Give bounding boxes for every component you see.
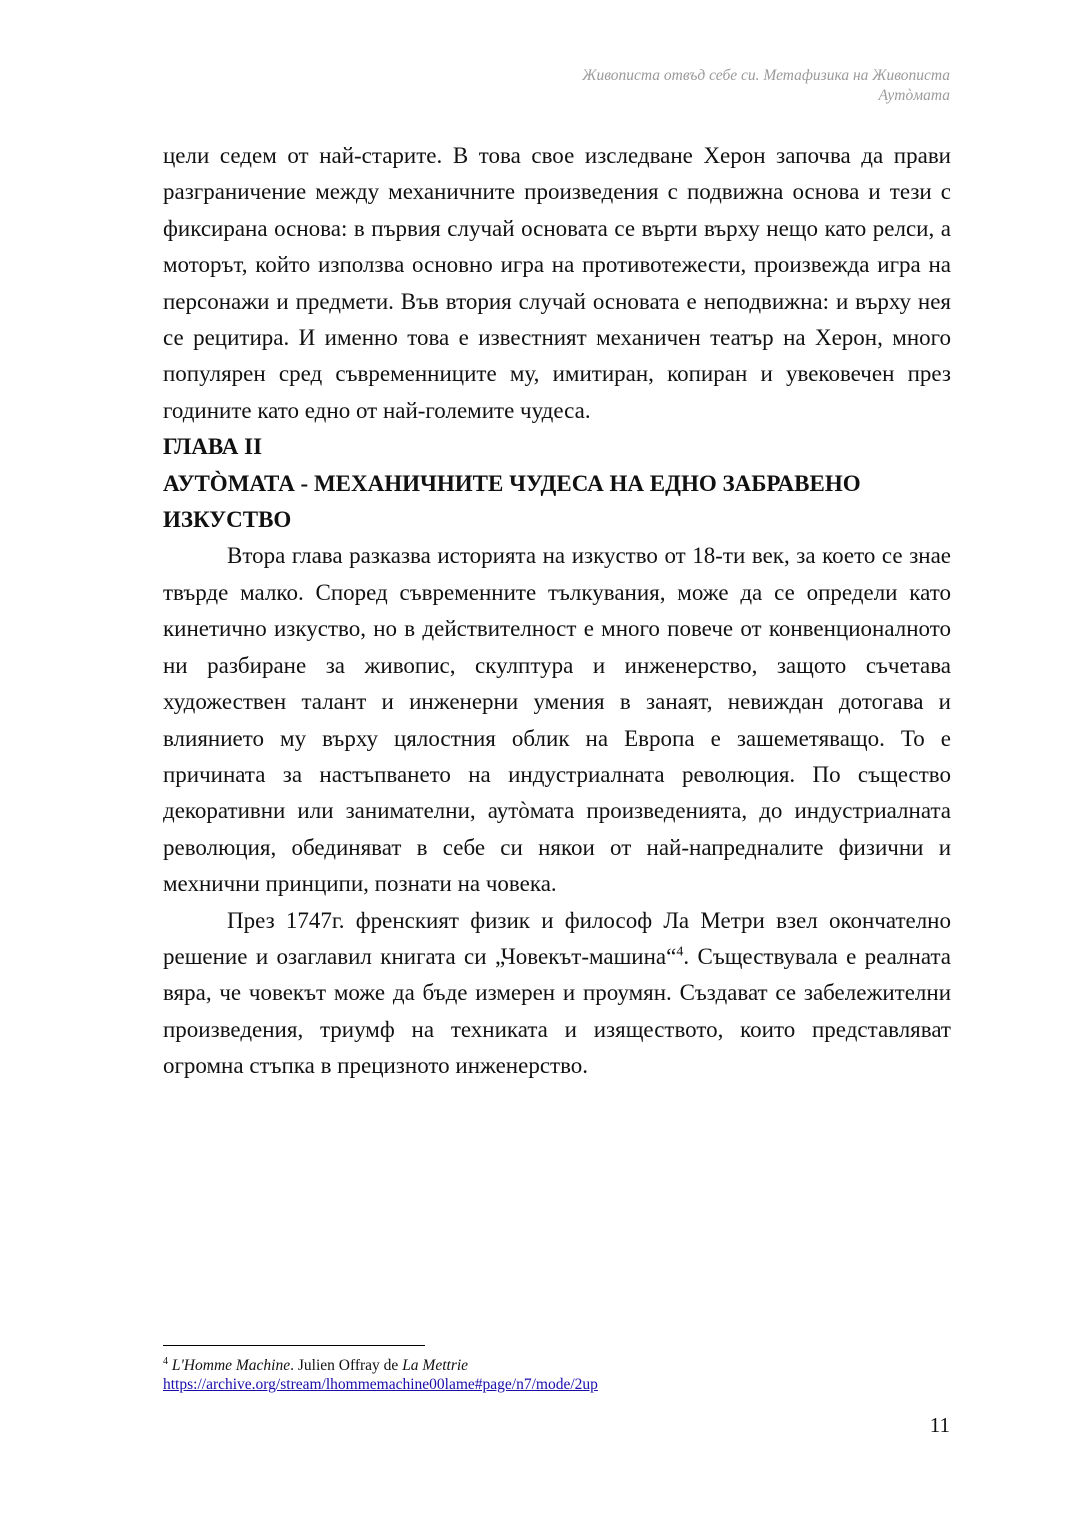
footnote-separator <box>163 1345 425 1346</box>
paragraph-la-mettrie-start: През 1747г. френският физик и философ Ла Метри взел окончателно решение и озаглавил книгата си „Човекът-машина“ <box>163 907 951 969</box>
running-header-subtitle: Аутòмата <box>878 87 950 104</box>
footnote-book-title: L'Homme Machine <box>171 1357 291 1374</box>
footnote-author: Julien Offray de <box>297 1357 403 1374</box>
chapter-number-heading: ГЛАВА II <box>163 434 263 460</box>
footnote-link[interactable]: https://archive.org/stream/lhommemachine00lame#page/n7/mode/2up <box>163 1376 598 1393</box>
paragraph-la-mettrie-end: . Съществувала е реалната вяра, че човекът може да бъде измерен и проумян. Създават се забележителни произведения, триумф на техниката и изяществото, които представляват огромна стъпка в прецизното инженерство. <box>163 943 951 1079</box>
chapter-title-heading: АУТÒМАТА - МЕХАНИЧНИТЕ ЧУДЕСА НА ЕДНО ЗАБРАВЕНО ИЗКУСТВО <box>163 470 861 533</box>
running-header-title: Живописта отвъд себе си. Метафизика на Живописта <box>582 67 950 84</box>
footnote-reference[interactable]: 4 <box>676 944 684 960</box>
paragraph-chapter-two: Втора глава разказва историята на изкуство от 18-ти век, за което се знае твърде малко. Според съвременните тълкувания, може да се определи като кинетично изкуство, но в действителност е много повече от конвенционалното ни разбиране за живопис, скулптура и инженерство, защото съчетава художествен талант и инженерни умения в занаят, невиждан дотогава и влиянието му върху цялостния облик на Европа е зашеметяващо. То е причината за настъпването на индустриалната революция. По същество декоративни или занимателни, аутòмата произведенията, до индустриалната революция, обединяват в себе си някои от най-напредналите физични и мехнични принципи, познати на човека. <box>163 543 951 897</box>
footnote-separator-text: . <box>290 1357 298 1374</box>
footnote-citation <box>163 1356 951 1375</box>
page-number: 11 <box>929 1413 950 1437</box>
running-header <box>582 66 950 106</box>
paragraph-heron: цели седем от най-старите. В това свое изследване Херон започва да прави разграничение между механичните произведения с подвижна основа и тези с фиксирана основа: в първия случай основата се върти върху нещо като релси, а моторът, който използва основно игра на противотежести, произвежда игра на персонажи и предмети. Във втория случай основата е неподвижна: и върху нея се рецитира. И именно това е известният механичен театър на Херон, много популярен сред съвременниците му, имитиран, копиран и увековечен през годините като едно от най-големите чудеса. <box>163 143 951 423</box>
page-body <box>163 138 951 1085</box>
footnote <box>163 1356 951 1394</box>
paragraph-la-mettrie <box>163 903 951 1085</box>
footnote-number: 4 <box>163 1355 168 1367</box>
footnote-author-surname: La Mettrie <box>402 1357 469 1374</box>
